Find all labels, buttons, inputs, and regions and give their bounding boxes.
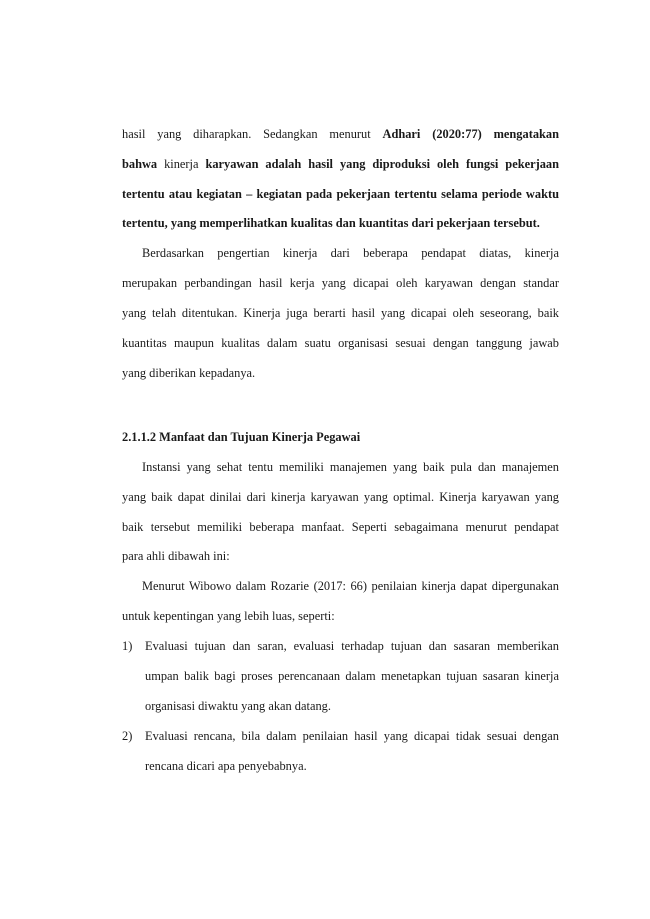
intro-bold-text: bahwa	[122, 157, 158, 171]
intro-text: kinerja	[157, 157, 206, 171]
list-item-line: Evaluasi rencana, bila dalam penilaian hasil yang dicapai tidak sesuai dengan	[145, 729, 559, 743]
list-item-line: organisasi diwaktu yang akan datang.	[145, 699, 331, 713]
list-item-line: Evaluasi tujuan dan saran, evaluasi terhadap tujuan dan sasaran memberikan	[145, 639, 559, 653]
para3-line: Menurut Wibowo dalam Rozarie (2017: 66) penilaian kinerja dapat dipergunakan	[142, 579, 559, 593]
intro-citation: Adhari (2020:77) mengatakan	[382, 127, 560, 141]
section-heading: 2.1.1.2 Manfaat dan Tujuan Kinerja Pegawai	[122, 430, 361, 444]
para1-line: merupakan perbandingan hasil kerja yang dicapai oleh karyawan dengan standar	[122, 276, 559, 290]
para1-line: yang telah ditentukan. Kinerja juga berarti hasil yang dicapai oleh seseorang, baik	[122, 306, 559, 320]
para2-line: yang baik dapat dinilai dari kinerja karyawan yang optimal. Kinerja karyawan yang	[122, 490, 559, 504]
intro-line-4: tertentu, yang memperlihatkan kualitas dan kuantitas dari pekerjaan tersebut.	[122, 216, 540, 230]
para1-line: Berdasarkan pengertian kinerja dari beberapa pendapat diatas, kinerja	[142, 246, 559, 260]
para2-line: Instansi yang sehat tentu memiliki manajemen yang baik pula dan manajemen	[142, 460, 559, 474]
list-item-line: rencana dicari apa penyebabnya.	[145, 759, 307, 773]
para2-line: para ahli dibawah ini:	[122, 549, 230, 563]
intro-line-2	[122, 156, 559, 172]
para1-line: kuantitas maupun kualitas dalam suatu organisasi sesuai dengan tanggung jawab	[122, 336, 559, 350]
intro-line-1	[122, 126, 559, 142]
intro-bold-text: karyawan adalah hasil yang diproduksi oleh fungsi pekerjaan	[205, 157, 559, 171]
list-number: 2)	[122, 729, 133, 743]
para1-line: yang diberikan kepadanya.	[122, 366, 256, 380]
intro-line-3: tertentu atau kegiatan – kegiatan pada pekerjaan tertentu selama periode waktu	[122, 187, 559, 201]
list-item-line: umpan balik bagi proses perencanaan dalam menetapkan tujuan sasaran kinerja	[145, 669, 559, 683]
list-number: 1)	[122, 639, 133, 653]
para3-line: untuk kepentingan yang lebih luas, seperti:	[122, 609, 335, 623]
para2-line: baik tersebut memiliki beberapa manfaat. Seperti sebagaimana menurut pendapat	[122, 520, 559, 534]
intro-text: hasil yang diharapkan. Sedangkan menurut	[122, 127, 383, 141]
